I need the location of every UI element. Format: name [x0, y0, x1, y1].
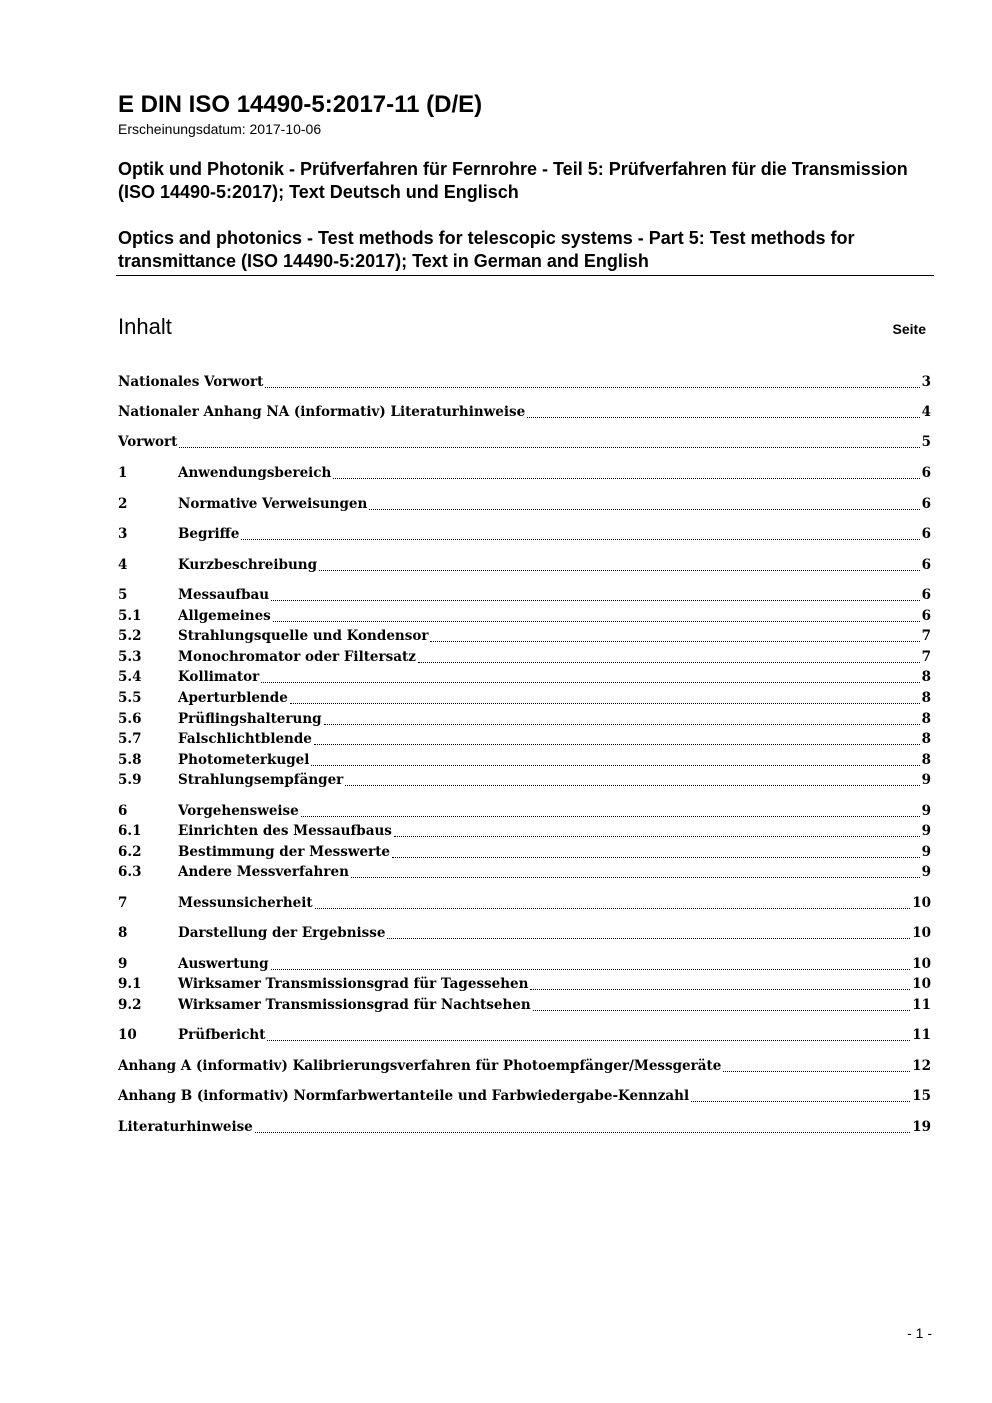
- toc-entry[interactable]: [118, 463, 931, 483]
- toc-entry-number: 5.3: [118, 649, 142, 665]
- toc-entry[interactable]: [118, 372, 931, 392]
- toc-entry-label: Anhang A (informativ) Kalibrierungsverfahren für Photoempfänger/Messgeräte: [118, 1058, 722, 1074]
- toc-dot-leader: [241, 538, 919, 540]
- toc-entry[interactable]: [118, 494, 931, 514]
- toc-entry-label: Photometerkugel: [178, 752, 310, 768]
- toc-entry-number: 6.2: [118, 844, 142, 860]
- toc-entry-number: 9.2: [118, 997, 142, 1013]
- toc-entry[interactable]: [118, 954, 931, 974]
- toc-entry-page: 6: [921, 526, 931, 542]
- toc-entry-label: Wirksamer Transmissionsgrad für Tagessehen: [178, 976, 529, 992]
- toc-dot-leader: [314, 743, 920, 745]
- toc-entry-page: 10: [912, 976, 931, 992]
- toc-dot-leader: [290, 702, 920, 704]
- toc-entry-number: 5: [118, 587, 128, 603]
- toc-entry-page: 6: [921, 557, 931, 573]
- toc-dot-leader: [301, 815, 920, 817]
- toc-entry-label: Prüfbericht: [178, 1027, 266, 1043]
- toc-entry-page: 8: [921, 690, 931, 706]
- toc-dot-leader: [265, 386, 919, 388]
- toc-entry-number: 2: [118, 496, 128, 512]
- header-divider: [116, 275, 934, 276]
- toc-dot-leader: [324, 723, 920, 725]
- toc-entry-label: Nationaler Anhang NA (informativ) Literaturhinweise: [118, 404, 526, 420]
- toc-entry-label: Messaufbau: [178, 587, 270, 603]
- toc-entry-page: 8: [921, 731, 931, 747]
- toc-dot-leader: [319, 569, 920, 571]
- toc-entry[interactable]: [118, 606, 931, 626]
- toc-dot-leader: [271, 968, 911, 970]
- toc-entry-page: 6: [921, 465, 931, 481]
- toc-entry-label: Anwendungsbereich: [178, 465, 332, 481]
- toc-entry-page: 12: [912, 1058, 931, 1074]
- toc-entry[interactable]: [118, 842, 931, 862]
- toc-dot-leader: [311, 764, 919, 766]
- toc-dot-leader: [691, 1100, 910, 1102]
- toc-entry[interactable]: [118, 626, 931, 646]
- toc-entry-page: 9: [921, 864, 931, 880]
- toc-dot-leader: [179, 446, 919, 448]
- toc-entry-number: 9.1: [118, 976, 142, 992]
- toc-entry-number: 5.7: [118, 731, 142, 747]
- toc-entry-label: Nationales Vorwort: [118, 374, 264, 390]
- toc-entry[interactable]: [118, 1117, 931, 1137]
- toc-entry-label: Falschlichtblende: [178, 731, 312, 747]
- toc-entry[interactable]: [118, 647, 931, 667]
- toc-entry-label: Bestimmung der Messwerte: [178, 844, 391, 860]
- toc-dot-leader: [394, 835, 920, 837]
- title-german: Optik und Photonik - Prüfverfahren für Fernrohre - Teil 5: Prüfverfahren für die Transmission (ISO 14490-5:2017); Text Deutsch und Englisch: [118, 159, 908, 202]
- document-header: [118, 90, 934, 271]
- toc-entry-number: 5.6: [118, 711, 142, 727]
- toc-entry[interactable]: [118, 585, 931, 605]
- toc-entry-label: Kollimator: [178, 669, 260, 685]
- toc-entry-page: 8: [921, 752, 931, 768]
- toc-dot-leader: [392, 856, 920, 858]
- toc-entry-page: 8: [921, 711, 931, 727]
- toc-dot-leader: [530, 988, 910, 990]
- toc-entry-label: Anhang B (informativ) Normfarbwertanteile und Farbwiedergabe-Kennzahl: [118, 1088, 690, 1104]
- toc-entry[interactable]: [118, 402, 931, 422]
- toc-dot-leader: [369, 508, 919, 510]
- toc-entry-page: 9: [921, 844, 931, 860]
- toc-dot-leader: [345, 784, 919, 786]
- toc-entry-page: 4: [921, 404, 931, 420]
- toc-entry-label: Allgemeines: [178, 608, 271, 624]
- toc-dot-leader: [527, 416, 919, 418]
- toc-entry[interactable]: [118, 862, 931, 882]
- toc-entry-page: 9: [921, 772, 931, 788]
- toc-entry[interactable]: [118, 667, 931, 687]
- toc-entry-label: Darstellung der Ergebnisse: [178, 925, 386, 941]
- toc-entry-label: Literaturhinweise: [118, 1119, 253, 1135]
- toc-entry[interactable]: [118, 1025, 931, 1045]
- toc-entry[interactable]: [118, 709, 931, 729]
- toc-entry-number: 5.8: [118, 752, 142, 768]
- toc-title: Inhalt: [118, 314, 172, 339]
- toc-entry-label: Begriffe: [178, 526, 240, 542]
- toc-dot-leader: [351, 876, 920, 878]
- toc-entry[interactable]: [118, 688, 931, 708]
- toc-dot-leader: [723, 1070, 910, 1072]
- toc-entry-number: 8: [118, 925, 128, 941]
- toc-entry-number: 6.3: [118, 864, 142, 880]
- toc-entry[interactable]: [118, 893, 931, 913]
- toc-entry-label: Wirksamer Transmissionsgrad für Nachtsehen: [178, 997, 531, 1013]
- toc-entry-page: 19: [912, 1119, 931, 1135]
- toc-entry-label: Vorgehensweise: [178, 803, 299, 819]
- toc-dot-leader: [267, 1039, 910, 1041]
- toc-entry-page: 10: [912, 895, 931, 911]
- toc-dot-leader: [271, 599, 919, 601]
- toc-entry-label: Messunsicherheit: [178, 895, 313, 911]
- toc-entry-page: 10: [912, 925, 931, 941]
- toc-entry-label: Einrichten des Messaufbaus: [178, 823, 392, 839]
- toc-dot-leader: [387, 937, 910, 939]
- toc-entry-label: Aperturblende: [178, 690, 288, 706]
- toc-entry-page: 6: [921, 496, 931, 512]
- toc-entry-label: Kurzbeschreibung: [178, 557, 318, 573]
- toc-entry-number: 5.5: [118, 690, 142, 706]
- toc-entry-label: Normative Verweisungen: [178, 496, 368, 512]
- toc-entry-label: Auswertung: [178, 956, 269, 972]
- toc-entry[interactable]: [118, 432, 931, 452]
- toc-entry-number: 10: [118, 1027, 137, 1043]
- toc-entry-label: Strahlungsempfänger: [178, 772, 344, 788]
- toc-entry-number: 6.1: [118, 823, 142, 839]
- toc-entry-number: 7: [118, 895, 128, 911]
- toc-entry-page: 8: [921, 669, 931, 685]
- toc-entry-number: 5.1: [118, 608, 142, 624]
- toc-entry-page: 9: [921, 803, 931, 819]
- toc-dot-leader: [255, 1131, 910, 1133]
- toc-entry-number: 9: [118, 956, 128, 972]
- toc-entry-page: 10: [912, 956, 931, 972]
- toc-page-label: Seite: [892, 321, 926, 337]
- toc-entry-page: 11: [912, 997, 931, 1013]
- toc-entry-page: 7: [921, 649, 931, 665]
- toc-dot-leader: [333, 477, 919, 479]
- toc-entry[interactable]: [118, 821, 931, 841]
- toc-entry-page: 7: [921, 628, 931, 644]
- toc-entry-number: 5.2: [118, 628, 142, 644]
- toc-entry-number: 4: [118, 557, 128, 573]
- toc-dot-leader: [315, 907, 911, 909]
- toc-entry[interactable]: [118, 801, 931, 821]
- toc-dot-leader: [418, 661, 920, 663]
- toc-heading: [118, 313, 926, 341]
- toc-entry[interactable]: [118, 923, 931, 943]
- toc-entry[interactable]: [118, 995, 931, 1015]
- toc-entry-page: 5: [921, 434, 931, 450]
- toc-entry-number: 6: [118, 803, 128, 819]
- toc-entry-page: 15: [912, 1088, 931, 1104]
- toc-entry[interactable]: [118, 770, 931, 790]
- toc-entry-label: Prüflingshalterung: [178, 711, 322, 727]
- toc-entry-page: 6: [921, 587, 931, 603]
- toc-entry-label: Monochromator oder Filtersatz: [178, 649, 416, 665]
- toc-dot-leader: [273, 620, 920, 622]
- publication-date: Erscheinungsdatum: 2017-10-06: [118, 121, 322, 137]
- title-english: Optics and photonics - Test methods for telescopic systems - Part 5: Test methods for transmittance (ISO 14490-5:2017); Text in German and English: [118, 228, 855, 271]
- toc-entry-number: 1: [118, 465, 128, 481]
- toc-entry-page: 3: [921, 374, 931, 390]
- toc-entry-number: 5.9: [118, 772, 142, 788]
- toc-entry[interactable]: [118, 555, 931, 575]
- toc-entry[interactable]: [118, 729, 931, 749]
- toc-entry-page: 9: [921, 823, 931, 839]
- document-id: E DIN ISO 14490-5:2017-11 (D/E): [118, 91, 483, 118]
- toc-entry[interactable]: [118, 524, 931, 544]
- page-number: - 1 -: [907, 1325, 932, 1341]
- toc-dot-leader: [533, 1009, 911, 1011]
- toc-entry-label: Andere Messverfahren: [178, 864, 349, 880]
- toc-entry-number: 3: [118, 526, 128, 542]
- toc-entry[interactable]: [118, 1086, 931, 1106]
- toc-entry-label: Vorwort: [118, 434, 178, 450]
- toc-entry[interactable]: [118, 974, 931, 994]
- toc-entry-page: 11: [912, 1027, 931, 1043]
- toc-entry[interactable]: [118, 1056, 931, 1076]
- toc-entry-number: 5.4: [118, 669, 142, 685]
- toc-dot-leader: [430, 640, 919, 642]
- toc-entry-page: 6: [921, 608, 931, 624]
- toc-entry-label: Strahlungsquelle und Kondensor: [178, 628, 429, 644]
- toc-entry[interactable]: [118, 750, 931, 770]
- toc-dot-leader: [261, 681, 919, 683]
